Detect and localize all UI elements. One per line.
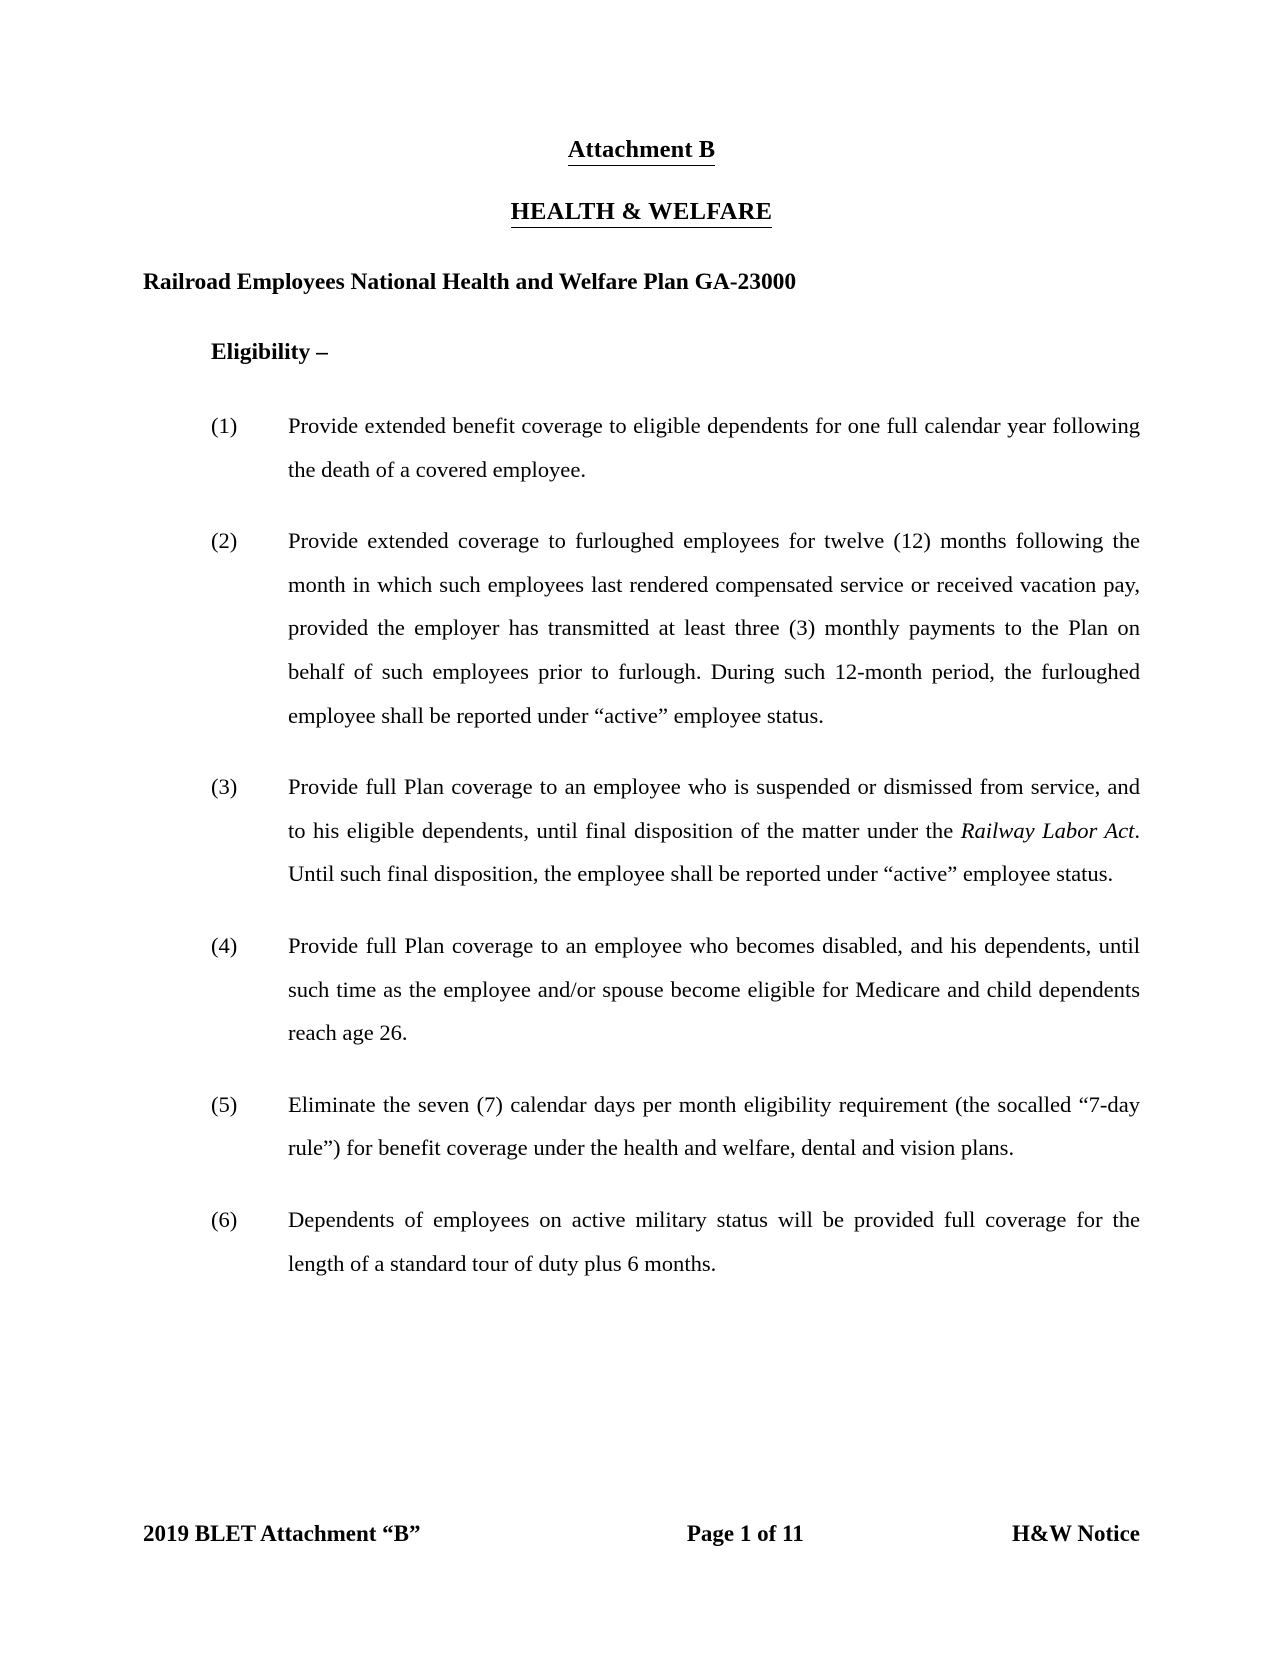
list-item-text-tail: . Until such final disposition, the employee shall be reported under “active” employee status. [288,817,1141,887]
document-subtitle-text: HEALTH & WELFARE [511,198,773,228]
list-item [143,1083,1140,1170]
list-item-number: (3) [211,774,238,800]
page-title [143,138,1140,163]
list-item [143,765,1140,896]
list-item-number: (5) [211,1091,238,1117]
list-item [143,404,1140,491]
list-item-number: (4) [211,932,238,958]
list-item [143,1198,1140,1285]
list-item-number: (1) [211,413,238,438]
page-title-text: Attachment B [568,136,716,166]
cited-act-title: Railway Labor Act [960,817,1135,843]
eligibility-provision-list [143,404,1140,1285]
list-item-text: Provide extended benefit coverage to eligible dependents for one full calendar year following the death of a covered employee. [288,413,1140,482]
list-item-text: Dependents of employees on active military status will be provided full coverage for the length of a standard tour of duty plus 6 months. [288,1206,1140,1276]
page-footer [143,1522,1140,1545]
list-item-number: (2) [211,528,238,554]
footer-page-number: Page 1 of 11 [686,1521,804,1546]
section-heading-eligibility: Eligibility – [211,338,328,365]
list-item [143,924,1140,1055]
list-item-text [288,765,1140,896]
list-item-number: (6) [211,1206,238,1232]
list-item-text-lead: Provide full Plan coverage to an employee who is suspended or dismissed from service, and to his eligible dependents, until final disposition of the matter under the [288,774,1140,843]
document-subtitle [143,197,1140,225]
footer-document-label: 2019 BLET Attachment “B” [143,1521,421,1546]
list-item-text: Provide full Plan coverage to an employee who becomes disabled, and his dependents, until such time as the employee and/or spouse become eligible for Medicare and child dependents reach age 26. [288,932,1140,1046]
footer-notice-label: H&W Notice [1012,1521,1140,1546]
list-item-text: Eliminate the seven (7) calendar days per month eligibility requirement (the socalled “7-day rule”) for benefit coverage under the health and welfare, dental and vision plans. [288,1091,1140,1161]
list-item [143,519,1140,737]
list-item-text: Provide extended coverage to furloughed employees for twelve (12) months following the month in which such employees last rendered compensated service or received vacation pay, provided the employer has transmitted at least three (3) monthly payments to the Plan on behalf of such employees prior to furlough. During such 12-month period, the furloughed employee shall be reported under “active” employee status. [288,528,1140,728]
plan-heading: Railroad Employees National Health and Welfare Plan GA-23000 [143,269,797,295]
